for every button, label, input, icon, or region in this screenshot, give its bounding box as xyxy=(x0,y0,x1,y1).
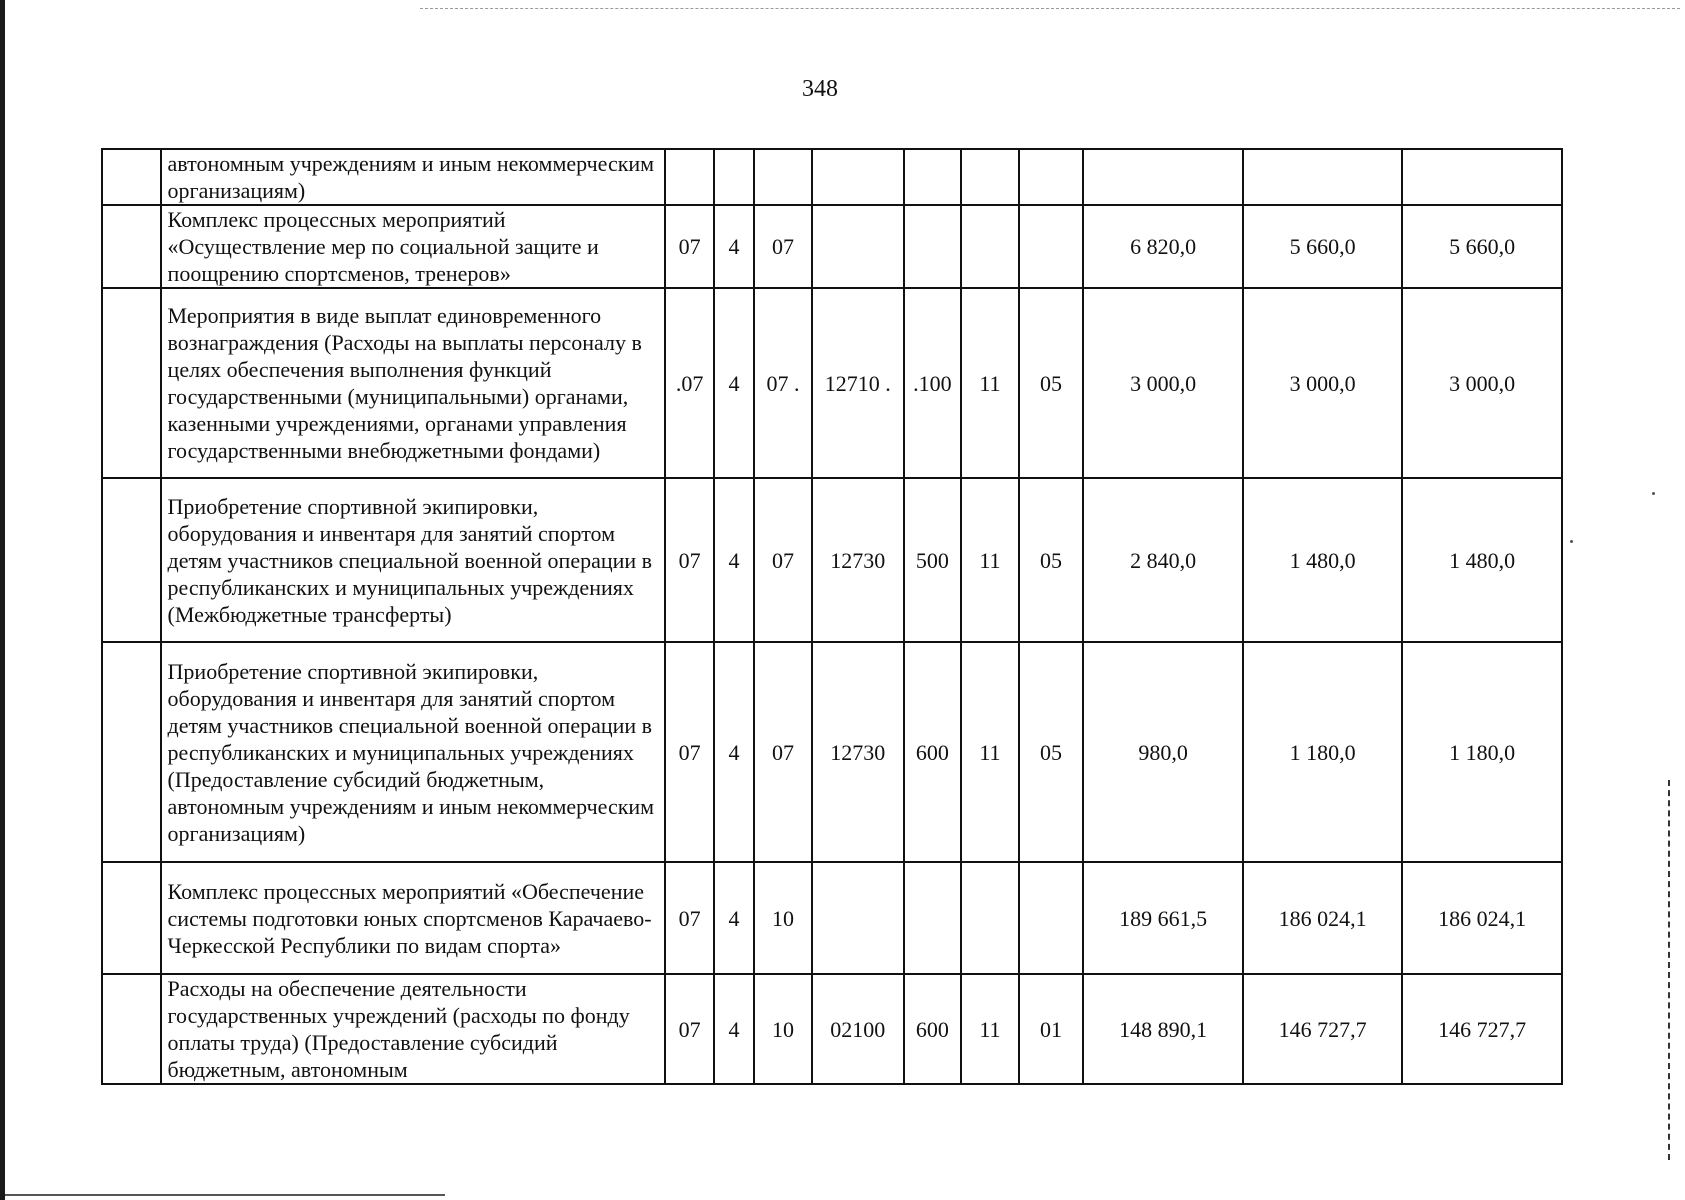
scan-speck xyxy=(1652,492,1655,495)
section-cell: 11 xyxy=(961,974,1019,1084)
vedomstvo-cell: 07 xyxy=(665,862,713,974)
expense-type-cell xyxy=(904,862,962,974)
amount-year1-cell xyxy=(1083,149,1243,205)
amount-year2-cell: 186 024,1 xyxy=(1243,862,1403,974)
subsection-cell: 05 xyxy=(1019,288,1084,478)
expense-type-cell: 600 xyxy=(904,642,962,862)
description-cell: Комплекс процессных мероприятий «Осуществление мер по социальной защите и поощрению спортсменов, тренеров» xyxy=(161,205,666,288)
program-cell: 4 xyxy=(714,478,754,642)
amount-year2-cell xyxy=(1243,149,1403,205)
program-cell: 4 xyxy=(714,642,754,862)
subsection-cell xyxy=(1019,149,1084,205)
page-number: 348 xyxy=(802,76,838,102)
subprogram-cell xyxy=(754,149,812,205)
vedomstvo-cell: 07 xyxy=(665,205,713,288)
scan-border-top xyxy=(420,8,1680,10)
amount-year2-cell: 3 000,0 xyxy=(1243,288,1403,478)
expense-type-cell xyxy=(904,149,962,205)
amount-year2-cell: 1 180,0 xyxy=(1243,642,1403,862)
program-cell xyxy=(714,149,754,205)
vedomstvo-cell: 07 xyxy=(665,478,713,642)
row-number-cell xyxy=(102,974,161,1084)
subprogram-cell: 07 xyxy=(754,205,812,288)
table-row xyxy=(102,149,1562,205)
target-article-cell xyxy=(812,149,904,205)
vedomstvo-cell: .07 xyxy=(665,288,713,478)
program-cell: 4 xyxy=(714,288,754,478)
amount-year1-cell: 6 820,0 xyxy=(1083,205,1243,288)
subsection-cell: 05 xyxy=(1019,478,1084,642)
description-cell: Приобретение спортивной экипировки, оборудования и инвентаря для занятий спортом детям участников специальной военной операции в республиканских и муниципальных учреждениях (Предоставление субсидий бюджетным, автономным учреждениям и иным некоммерческим организациям) xyxy=(161,642,666,862)
section-cell xyxy=(961,149,1019,205)
amount-year2-cell: 5 660,0 xyxy=(1243,205,1403,288)
amount-year3-cell: 1 480,0 xyxy=(1402,478,1562,642)
scan-border-left xyxy=(0,0,5,1200)
subsection-cell xyxy=(1019,862,1084,974)
subsection-cell xyxy=(1019,205,1084,288)
description-cell: Расходы на обеспечение деятельности государственных учреждений (расходы по фонду оплаты труда) (Предоставление субсидий бюджетным, автономным xyxy=(161,974,666,1084)
program-cell: 4 xyxy=(714,862,754,974)
expense-type-cell: .100 xyxy=(904,288,962,478)
amount-year1-cell: 2 840,0 xyxy=(1083,478,1243,642)
expense-type-cell xyxy=(904,205,962,288)
amount-year1-cell: 980,0 xyxy=(1083,642,1243,862)
subprogram-cell: 07 . xyxy=(754,288,812,478)
row-number-cell xyxy=(102,288,161,478)
amount-year2-cell: 146 727,7 xyxy=(1243,974,1403,1084)
subprogram-cell: 07 xyxy=(754,642,812,862)
row-number-cell xyxy=(102,205,161,288)
scan-speck xyxy=(1570,540,1573,543)
table-row xyxy=(102,205,1562,288)
table-row xyxy=(102,862,1562,974)
target-article-cell xyxy=(812,862,904,974)
target-article-cell: 12730 xyxy=(812,642,904,862)
row-number-cell xyxy=(102,642,161,862)
section-cell xyxy=(961,205,1019,288)
section-cell: 11 xyxy=(961,478,1019,642)
description-cell: Комплекс процессных мероприятий «Обеспечение системы подготовки юных спортсменов Карачаево-Черкесской Республики по видам спорта» xyxy=(161,862,666,974)
table-row xyxy=(102,642,1562,862)
subsection-cell: 01 xyxy=(1019,974,1084,1084)
row-number-cell xyxy=(102,862,161,974)
scan-border-bottom xyxy=(5,1194,445,1196)
section-cell: 11 xyxy=(961,288,1019,478)
table-row xyxy=(102,288,1562,478)
vedomstvo-cell: 07 xyxy=(665,974,713,1084)
subprogram-cell: 10 xyxy=(754,974,812,1084)
amount-year3-cell xyxy=(1402,149,1562,205)
expense-type-cell: 500 xyxy=(904,478,962,642)
subprogram-cell: 07 xyxy=(754,478,812,642)
amount-year1-cell: 189 661,5 xyxy=(1083,862,1243,974)
amount-year1-cell: 3 000,0 xyxy=(1083,288,1243,478)
section-cell: 11 xyxy=(961,642,1019,862)
target-article-cell xyxy=(812,205,904,288)
vedomstvo-cell: 07 xyxy=(665,642,713,862)
amount-year2-cell: 1 480,0 xyxy=(1243,478,1403,642)
budget-table xyxy=(101,148,1563,1085)
amount-year3-cell: 5 660,0 xyxy=(1402,205,1562,288)
target-article-cell: 02100 xyxy=(812,974,904,1084)
description-cell: Мероприятия в виде выплат единовременного вознаграждения (Расходы на выплаты персоналу в целях обеспечения выполнения функций государственными (муниципальными) органами, казенными учреждениями, органами управления государственными внебюджетными фондами) xyxy=(161,288,666,478)
description-cell: автономным учреждениям и иным некоммерческим организациям) xyxy=(161,149,666,205)
expense-type-cell: 600 xyxy=(904,974,962,1084)
amount-year3-cell: 186 024,1 xyxy=(1402,862,1562,974)
amount-year3-cell: 146 727,7 xyxy=(1402,974,1562,1084)
table-row xyxy=(102,478,1562,642)
vedomstvo-cell xyxy=(665,149,713,205)
scan-marks-right xyxy=(1668,780,1672,1160)
program-cell: 4 xyxy=(714,205,754,288)
row-number-cell xyxy=(102,478,161,642)
subprogram-cell: 10 xyxy=(754,862,812,974)
subsection-cell: 05 xyxy=(1019,642,1084,862)
amount-year3-cell: 1 180,0 xyxy=(1402,642,1562,862)
amount-year3-cell: 3 000,0 xyxy=(1402,288,1562,478)
amount-year1-cell: 148 890,1 xyxy=(1083,974,1243,1084)
row-number-cell xyxy=(102,149,161,205)
description-cell: Приобретение спортивной экипировки, оборудования и инвентаря для занятий спортом детям участников специальной военной операции в республиканских и муниципальных учреждениях (Межбюджетные трансферты) xyxy=(161,478,666,642)
section-cell xyxy=(961,862,1019,974)
table-row xyxy=(102,974,1562,1084)
program-cell: 4 xyxy=(714,974,754,1084)
target-article-cell: 12710 . xyxy=(812,288,904,478)
target-article-cell: 12730 xyxy=(812,478,904,642)
